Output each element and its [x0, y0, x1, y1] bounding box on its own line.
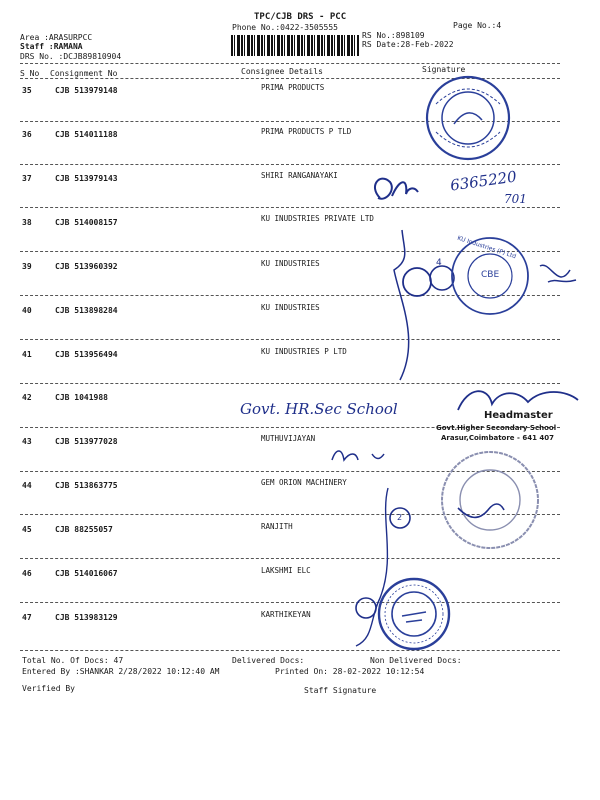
row-consignee: KU INDUSTRIES P LTD: [261, 347, 347, 356]
staff-signature-label: Staff Signature: [304, 686, 377, 695]
row-separator: [20, 251, 560, 252]
row-separator: [20, 650, 560, 651]
row-consignee: KU INDUSTRIES: [261, 259, 320, 268]
row-separator: [20, 514, 560, 515]
row-separator: [20, 339, 560, 340]
row-consignment: CJB 513983129: [55, 613, 118, 622]
school-stamp-line1: Govt.Higher Secondary School: [436, 424, 557, 432]
row-separator: [20, 558, 560, 559]
row-separator: [20, 207, 560, 208]
row-separator: [20, 602, 560, 603]
handwritten-phone-number: 6365220: [449, 167, 518, 195]
pen-delivery-marks: [330, 478, 430, 648]
handwritten-school-note: Govt. HR.Sec School: [240, 400, 398, 418]
area-label: Area :ARASURPCC: [20, 33, 93, 42]
row-sno: 42: [22, 393, 32, 402]
row-consignment: CJB 513979143: [55, 174, 118, 183]
round-stamp-karthikeyan: [376, 576, 452, 652]
row-separator: [20, 295, 560, 296]
muthuvijayan-signature: [328, 444, 388, 466]
row-sno: 35: [22, 86, 32, 95]
column-header-signature: Signature: [422, 65, 466, 74]
drs-number: DRS No. :DCJB89810904: [20, 52, 122, 61]
header-rule: [20, 63, 560, 64]
row-sno: 36: [22, 130, 32, 139]
stamp-cbe-text: CBE: [481, 270, 500, 280]
school-stamp-line2: Arasur,Coimbatore - 641 407: [441, 434, 554, 442]
handwritten-circled-number: 4: [436, 258, 442, 268]
headmaster-stamp-title: Headmaster: [484, 410, 553, 421]
rs-date: RS Date:28-Feb-2022: [362, 40, 454, 49]
row-sno: 45: [22, 525, 32, 534]
row-consignment: CJB 513960392: [55, 262, 118, 271]
row-consignment: CJB 514008157: [55, 218, 118, 227]
document-title: TPC/CJB DRS - PCC: [254, 12, 347, 22]
column-header-consignment: Consignment No: [50, 69, 118, 78]
header-rule-bottom: [20, 78, 560, 79]
row-sno: 43: [22, 437, 32, 446]
column-header-consignee: Consignee Details: [241, 67, 323, 76]
row-sno: 40: [22, 306, 32, 315]
row-consignee: GEM ORION MACHINERY: [261, 478, 347, 487]
staff-label: Staff :RAMANA: [20, 42, 83, 51]
row-separator: [20, 121, 560, 122]
row-separator: [20, 164, 560, 165]
total-docs: Total No. Of Docs: 47: [22, 656, 124, 665]
row-sno: 44: [22, 481, 32, 490]
row-consignee: RANJITH: [261, 522, 293, 531]
row-consignee: LAKSHMI ELC: [261, 566, 311, 575]
handwritten-circled-number: 2: [397, 513, 403, 522]
printed-on: Printed On: 28-02-2022 10:12:54: [275, 667, 425, 676]
page-number: Page No.:4: [453, 21, 502, 30]
non-delivered-docs: Non Delivered Docs:: [370, 656, 462, 665]
row-consignment: CJB 513977028: [55, 437, 118, 446]
handwritten-phone-number-suffix: 701: [504, 192, 527, 206]
row-sno: 37: [22, 174, 32, 183]
round-stamp-prima: [424, 74, 512, 162]
row-consignment: CJB 513956494: [55, 350, 118, 359]
row-consignment: CJB 513898284: [55, 306, 118, 315]
row-consignee: MUTHUVIJAYAN: [261, 434, 316, 443]
row-consignee: SHIRI RANGANAYAKI: [261, 171, 338, 180]
entered-by: Entered By :SHANKAR 2/28/2022 10:12:40 AM: [22, 667, 220, 676]
barcode: [231, 35, 359, 56]
row-consignment: CJB 513863775: [55, 481, 118, 490]
row-consignment: CJB 513979148: [55, 86, 118, 95]
row-separator: [20, 383, 560, 384]
row-sno: 38: [22, 218, 32, 227]
stamp-ku-industries-text: KU Industries (P) Ltd: [456, 234, 517, 261]
delivered-docs: Delivered Docs:: [232, 656, 305, 665]
gem-orion-stamp: [438, 448, 542, 552]
row-consignment: CJB 1041988: [55, 393, 108, 402]
row-sno: 41: [22, 350, 32, 359]
row-consignee: KU INDUSTRIES: [261, 303, 320, 312]
row-consignee: KU INUDSTRIES PRIVATE LTD: [261, 214, 374, 223]
row-consignment: CJB 88255057: [55, 525, 113, 534]
row-consignment: CJB 514011188: [55, 130, 118, 139]
rs-number: RS No.:898109: [362, 31, 425, 40]
row-consignee: PRIMA PRODUCTS: [261, 83, 325, 92]
row-consignment: CJB 514016067: [55, 569, 118, 578]
row-sno: 47: [22, 613, 32, 622]
phone-number: Phone No.:0422-3505555: [232, 23, 338, 32]
row-consignee: PRIMA PRODUCTS P TLD: [261, 127, 352, 136]
verified-by: Verified By: [22, 684, 75, 693]
row-sno: 39: [22, 262, 32, 271]
row-consignee: KARTHIKEYAN: [261, 610, 311, 619]
row-separator: [20, 471, 560, 472]
row-sno: 46: [22, 569, 32, 578]
column-header-sno: S No: [20, 69, 40, 78]
handwritten-signature: [368, 168, 438, 212]
